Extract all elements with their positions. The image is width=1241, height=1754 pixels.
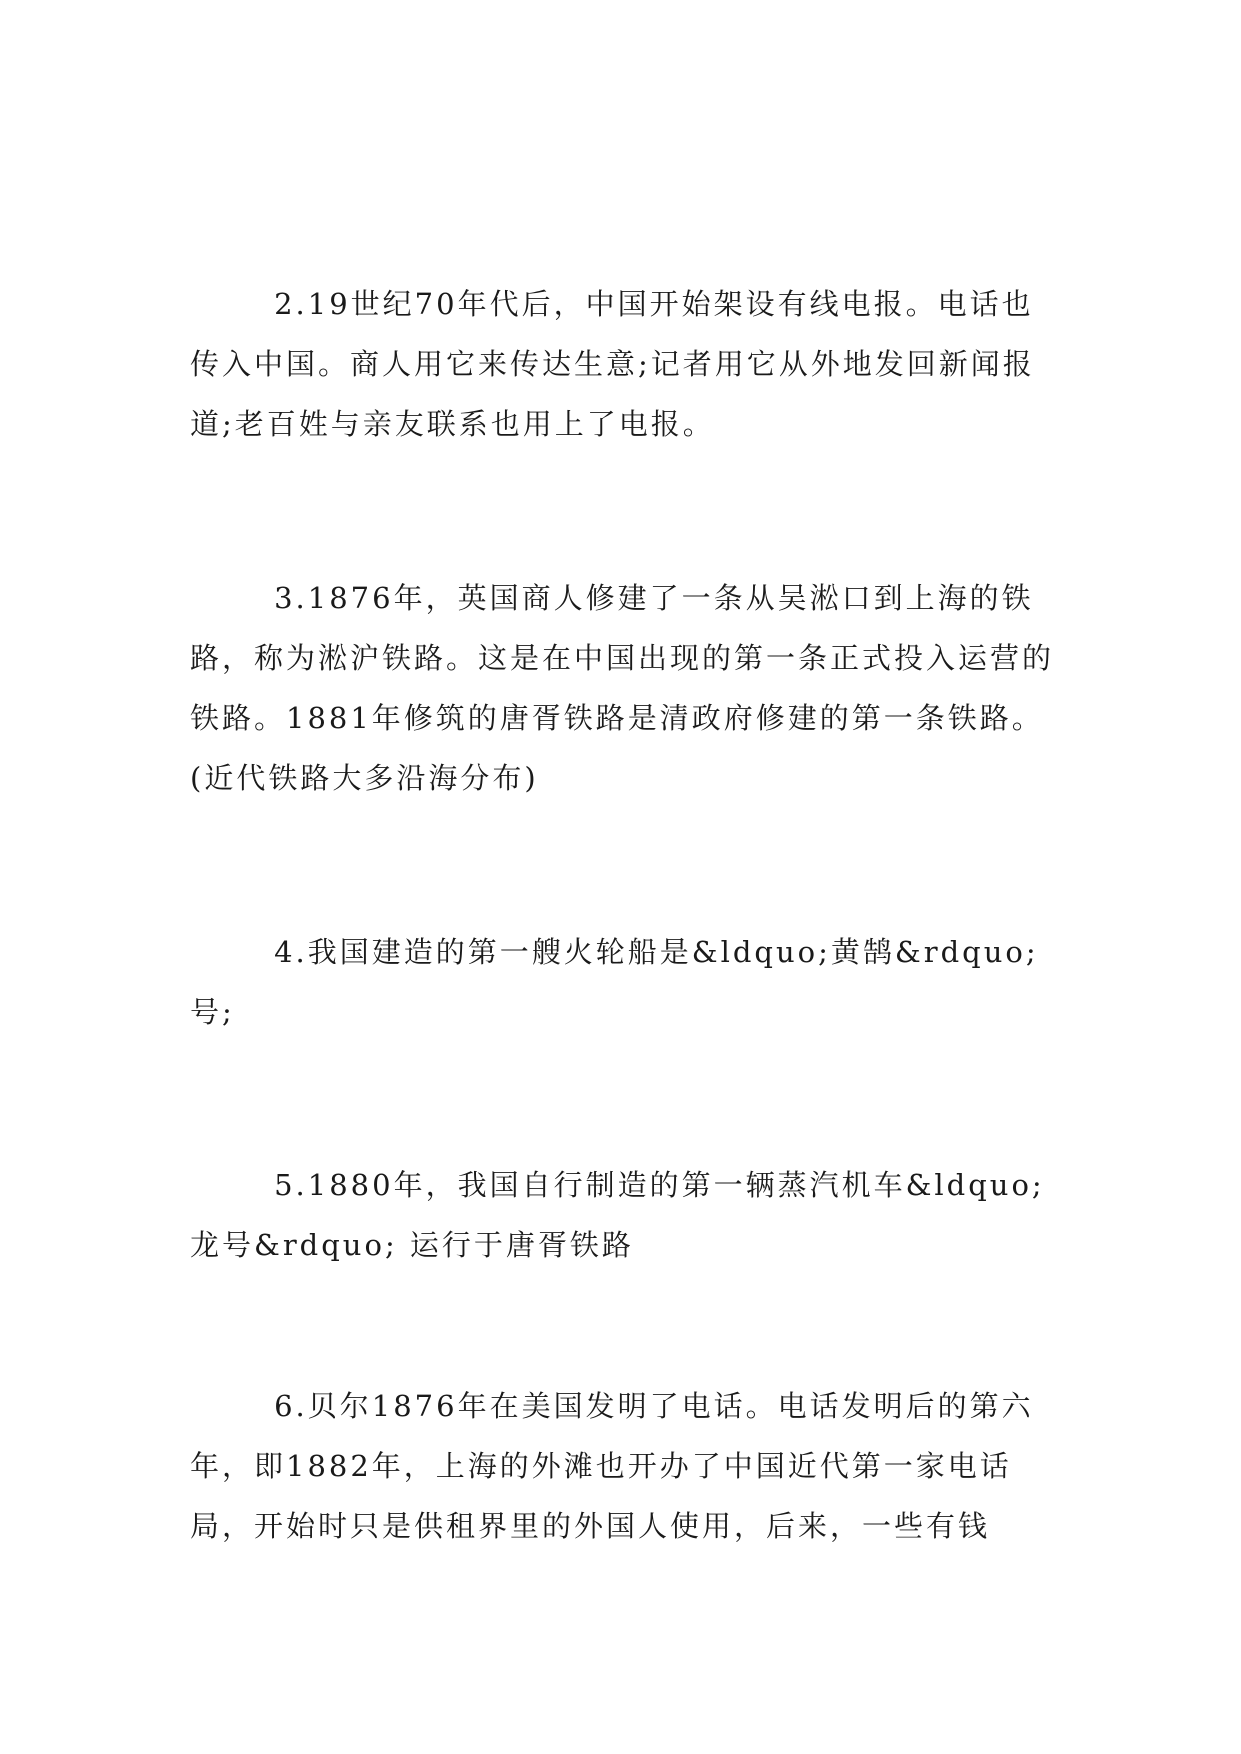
- paragraph-locomotive: 5.1880年，我国自行制造的第一辆蒸汽机车&ldquo;龙号&rdquo; 运行于唐胥铁路: [190, 1168, 1045, 1262]
- paragraph-telephone: 6.贝尔1876年在美国发明了电话。电话发明后的第六年，即1882年，上海的外滩也开办了中国近代第一家电话局，开始时只是供租界里的外国人使用，后来，一些有钱: [190, 1389, 1034, 1543]
- paragraph-railway: 3.1876年，英国商人修建了一条从吴淞口到上海的铁路，称为淞沪铁路。这是在中国出现的第一条正式投入运营的铁路。1881年修筑的唐胥铁路是清政府修建的第一条铁路。(近代铁路大多沿海分布): [190, 581, 1055, 795]
- paragraph-telegraph: 2.19世纪70年代后，中国开始架设有线电报。电话也传入中国。商人用它来传达生意;记者用它从外地发回新闻报道;老百姓与亲友联系也用上了电报。: [190, 287, 1035, 441]
- paragraph-steamship: 4.我国建造的第一艘火轮船是&ldquo;黄鹄&rdquo;号;: [190, 935, 1039, 1029]
